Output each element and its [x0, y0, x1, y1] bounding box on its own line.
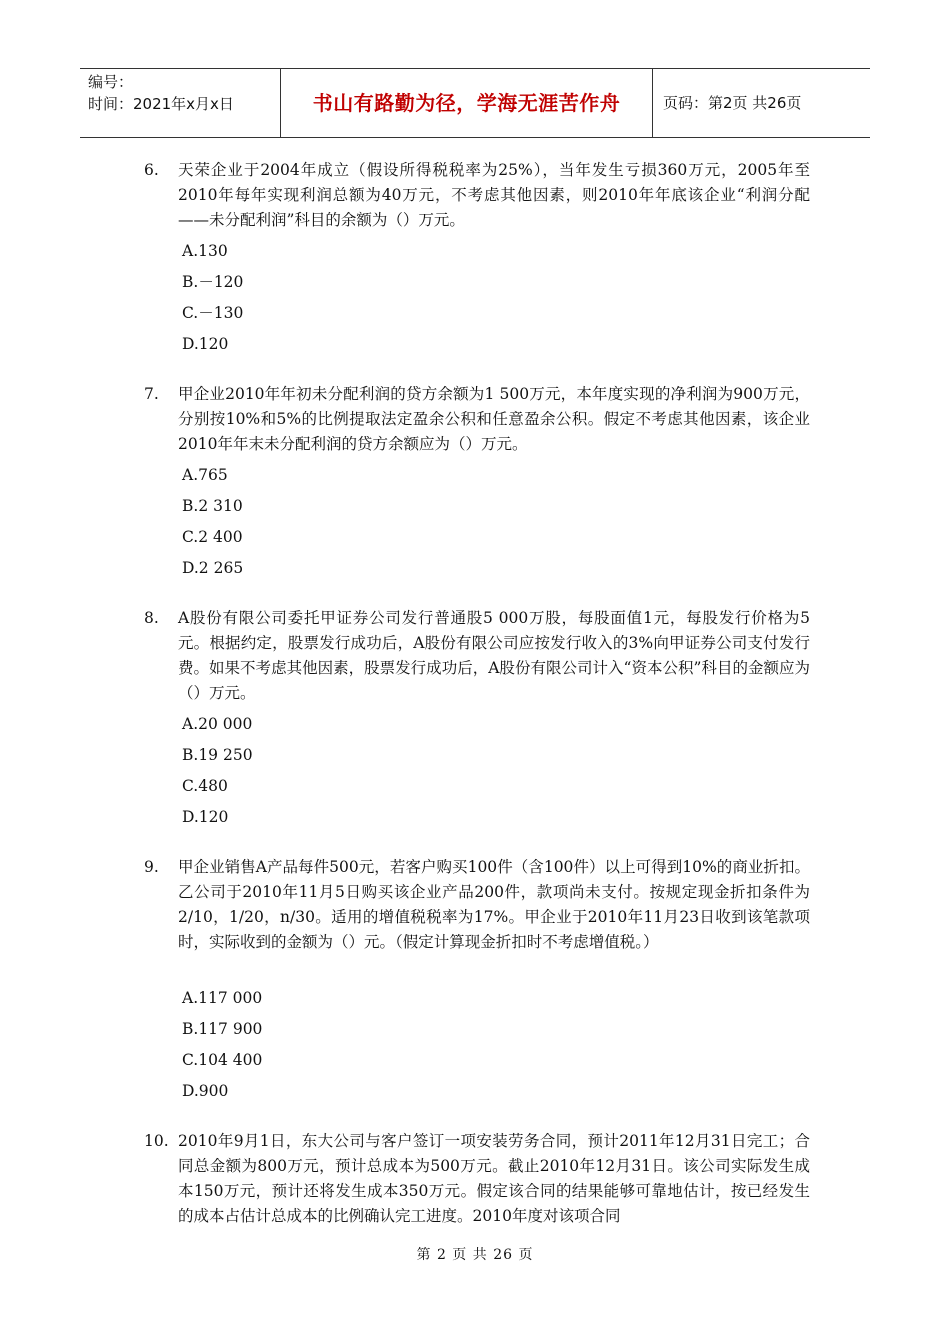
option-b: B.2 310: [182, 497, 243, 515]
header-motto-cell: [281, 69, 653, 137]
question-number: 7.: [144, 385, 159, 403]
header-page-code: 页码：第2页 共26页: [663, 94, 802, 112]
page-footer: 第 2 页 共 26 页: [416, 1247, 534, 1263]
option-a: A.117 000: [182, 989, 263, 1007]
question-text: 2010年9月1日，东大公司与客户签订一项安装劳务合同，预计2011年12月31日完工；合同总金额为800万元，预计总成本为500万元。截止2010年12月31日。该公司实际发生成本150万元，预计还将发生成本350万元。假定该合同的结果能够可靠地估计，按已经发生的成本占估计总成本的比例确认完工进度。2010年度对该项合同: [178, 1132, 810, 1225]
option-a: A.765: [182, 466, 228, 484]
option-a: A.20 000: [182, 715, 253, 733]
option-b: B.117 900: [182, 1020, 263, 1038]
question-text: A股份有限公司委托甲证券公司发行普通股5 000万股，每股面值1元，每股发行价格为5元。根据约定，股票发行成功后，A股份有限公司应按发行收入的3%向甲证券公司支付发行费。如果不考虑其他因素，股票发行成功后，A股份有限公司计入“资本公积”科目的金额应为（）万元。: [178, 609, 810, 702]
option-a: A.130: [182, 242, 228, 260]
question-number: 6.: [144, 161, 159, 179]
option-d: D.2 265: [182, 559, 244, 577]
option-d: D.120: [182, 808, 229, 826]
document-number-label: 编号：: [88, 73, 134, 91]
option-d: D.120: [182, 335, 229, 353]
option-c: C.2 400: [182, 528, 243, 546]
question-text: 甲企业2010年年初未分配利润的贷方余额为1 500万元，本年度实现的净利润为900万元，分别按10%和5%的比例提取法定盈余公积和任意盈余公积。假定不考虑其他因素，该企业 2010年年末未分配利润的贷方余额应为（）万元。: [178, 385, 810, 453]
header-meta-cell: [80, 69, 281, 137]
page-header: [80, 68, 870, 138]
option-d: D.900: [182, 1082, 229, 1100]
question-text: 甲企业销售A产品每件500元，若客户购买100件（含100件）以上可得到10%的商业折扣。乙公司于2010年11月5日购买该企业产品200件，款项尚未支付。按规定现金折扣条件为2/10，1/20，n/30。适用的增值税税率为17%。甲企业于2010年11月23日收到该笔款项时，实际收到的金额为（）元。（假定计算现金折扣时不考虑增值税。）: [178, 858, 810, 951]
question-number: 10.: [144, 1132, 169, 1150]
question-text: 天荣企业于2004年成立（假设所得税税率为25%），当年发生亏损360万元，2005年至2010年每年实现利润总额为40万元，不考虑其他因素，则2010年年底该企业“利润分配——未分配利润”科目的余额为（）万元。: [178, 161, 810, 229]
document-date: 时间：2021年x月x日: [88, 95, 234, 113]
header-motto: 书山有路勤为径，学海无涯苦作舟: [312, 91, 621, 115]
option-c: C.104 400: [182, 1051, 263, 1069]
option-b: B.19 250: [182, 746, 253, 764]
option-c: C.－130: [182, 304, 244, 322]
option-c: C.480: [182, 777, 228, 795]
question-number: 8.: [144, 609, 159, 627]
question-number: 9.: [144, 858, 159, 876]
option-b: B.－120: [182, 273, 244, 291]
